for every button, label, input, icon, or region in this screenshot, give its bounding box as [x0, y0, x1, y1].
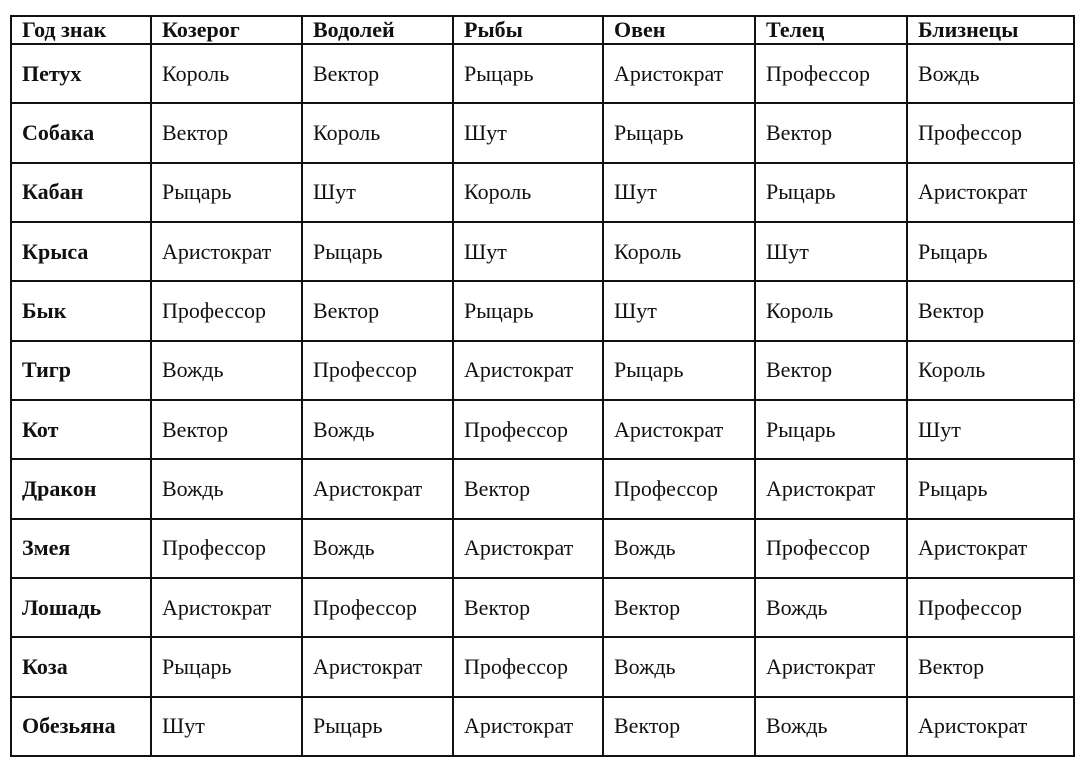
table-header: [11, 16, 1074, 44]
table-cell: Шут: [151, 697, 302, 756]
table-cell: Вектор: [302, 44, 453, 103]
header-aries: Овен: [603, 16, 755, 44]
table-cell: Профессор: [453, 637, 603, 696]
table-body: [11, 44, 1074, 756]
row-year-label: Петух: [11, 44, 151, 103]
table-row: [11, 578, 1074, 637]
table-cell: Рыцарь: [907, 459, 1074, 518]
zodiac-compatibility-table: [10, 15, 1075, 757]
header-year-sign: Год знак: [11, 16, 151, 44]
table-cell: Аристократ: [907, 519, 1074, 578]
table-cell: Вождь: [151, 459, 302, 518]
header-aquarius: Водолей: [302, 16, 453, 44]
table-cell: Вектор: [907, 637, 1074, 696]
table-cell: Профессор: [907, 578, 1074, 637]
table-cell: Вождь: [755, 578, 907, 637]
table-cell: Король: [302, 103, 453, 162]
table-cell: Рыцарь: [907, 222, 1074, 281]
row-year-label: Собака: [11, 103, 151, 162]
table-cell: Рыцарь: [151, 637, 302, 696]
table-cell: Аристократ: [907, 697, 1074, 756]
table-cell: Король: [151, 44, 302, 103]
table-cell: Вектор: [603, 697, 755, 756]
table-cell: Вектор: [603, 578, 755, 637]
row-year-label: Дракон: [11, 459, 151, 518]
table-cell: Профессор: [151, 519, 302, 578]
table-cell: Шут: [302, 163, 453, 222]
table-row: [11, 44, 1074, 103]
table-row: [11, 103, 1074, 162]
header-capricorn: Козерог: [151, 16, 302, 44]
table-cell: Шут: [453, 103, 603, 162]
row-year-label: Змея: [11, 519, 151, 578]
table-cell: Рыцарь: [755, 400, 907, 459]
table-cell: Профессор: [755, 519, 907, 578]
table-cell: Король: [907, 341, 1074, 400]
header-taurus: Телец: [755, 16, 907, 44]
table-cell: Шут: [603, 281, 755, 340]
table-cell: Аристократ: [151, 578, 302, 637]
table-cell: Вектор: [453, 578, 603, 637]
table-row: [11, 459, 1074, 518]
table-cell: Аристократ: [302, 459, 453, 518]
table-cell: Аристократ: [603, 44, 755, 103]
table-cell: Профессор: [302, 578, 453, 637]
row-year-label: Обезьяна: [11, 697, 151, 756]
table-cell: Вектор: [907, 281, 1074, 340]
table-cell: Аристократ: [755, 637, 907, 696]
table-cell: Вождь: [151, 341, 302, 400]
table-row: [11, 281, 1074, 340]
table-cell: Профессор: [907, 103, 1074, 162]
table-row: [11, 341, 1074, 400]
table-cell: Шут: [907, 400, 1074, 459]
row-year-label: Бык: [11, 281, 151, 340]
table-cell: Король: [755, 281, 907, 340]
table-cell: Профессор: [603, 459, 755, 518]
table-row: [11, 637, 1074, 696]
table-cell: Шут: [755, 222, 907, 281]
table-cell: Аристократ: [151, 222, 302, 281]
table-row: [11, 519, 1074, 578]
table-cell: Профессор: [755, 44, 907, 103]
header-pisces: Рыбы: [453, 16, 603, 44]
table-cell: Король: [603, 222, 755, 281]
header-gemini: Близнецы: [907, 16, 1074, 44]
table-row: [11, 697, 1074, 756]
table-cell: Вектор: [151, 103, 302, 162]
table-cell: Вождь: [302, 519, 453, 578]
table-cell: Аристократ: [302, 637, 453, 696]
table-cell: Вождь: [603, 637, 755, 696]
table-row: [11, 400, 1074, 459]
zodiac-compatibility-table-container: [10, 15, 1073, 757]
table-cell: Аристократ: [453, 697, 603, 756]
table-cell: Рыцарь: [151, 163, 302, 222]
table-cell: Рыцарь: [603, 341, 755, 400]
table-cell: Профессор: [302, 341, 453, 400]
table-cell: Рыцарь: [603, 103, 755, 162]
table-cell: Аристократ: [603, 400, 755, 459]
table-cell: Шут: [603, 163, 755, 222]
table-cell: Вождь: [907, 44, 1074, 103]
row-year-label: Кабан: [11, 163, 151, 222]
row-year-label: Крыса: [11, 222, 151, 281]
table-cell: Вектор: [755, 103, 907, 162]
table-cell: Шут: [453, 222, 603, 281]
table-cell: Вектор: [151, 400, 302, 459]
table-cell: Профессор: [151, 281, 302, 340]
table-cell: Вождь: [755, 697, 907, 756]
table-row: [11, 222, 1074, 281]
table-cell: Аристократ: [453, 341, 603, 400]
table-cell: Король: [453, 163, 603, 222]
table-cell: Профессор: [453, 400, 603, 459]
table-cell: Вектор: [755, 341, 907, 400]
table-cell: Аристократ: [907, 163, 1074, 222]
table-cell: Аристократ: [755, 459, 907, 518]
table-cell: Рыцарь: [453, 44, 603, 103]
row-year-label: Лошадь: [11, 578, 151, 637]
table-cell: Аристократ: [453, 519, 603, 578]
row-year-label: Коза: [11, 637, 151, 696]
table-cell: Рыцарь: [302, 222, 453, 281]
table-cell: Вектор: [453, 459, 603, 518]
table-cell: Вектор: [302, 281, 453, 340]
table-cell: Рыцарь: [453, 281, 603, 340]
table-cell: Вождь: [603, 519, 755, 578]
header-row: [11, 16, 1074, 44]
table-cell: Рыцарь: [302, 697, 453, 756]
row-year-label: Кот: [11, 400, 151, 459]
table-cell: Рыцарь: [755, 163, 907, 222]
table-row: [11, 163, 1074, 222]
table-cell: Вождь: [302, 400, 453, 459]
row-year-label: Тигр: [11, 341, 151, 400]
